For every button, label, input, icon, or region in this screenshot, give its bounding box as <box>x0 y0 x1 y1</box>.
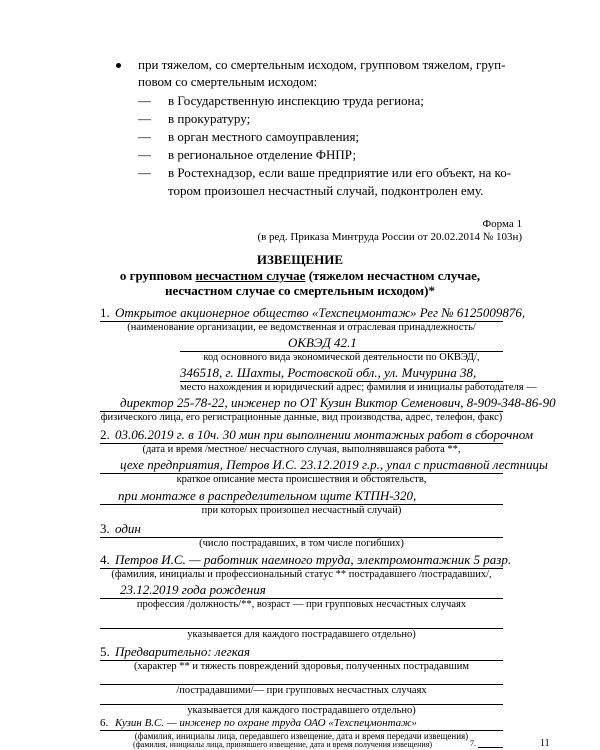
field-3-number: 3. <box>100 521 110 536</box>
field-2-mount: при монтаже в распределительном щите КТПН-320, <box>118 488 417 503</box>
bullet-line-1: при тяжелом, со смертельным исходом, групповом тяжелом, груп- <box>138 57 506 72</box>
field-7-caption: (фамилия, инициалы лица, принявшего извещение, дата и время получения извещения) <box>132 740 433 749</box>
field-6-value: Кузин В.С. — инженер по охране труда ОАО «Техспецмонтаж» <box>115 717 417 729</box>
field-2-mount-caption: при которых произошел несчастный случай) <box>201 505 402 516</box>
edition-note: (в ред. Приказа Минтруда России от 20.02.2014 № 103н) <box>257 231 522 243</box>
field-1-director-caption: физического лица, его регистрационные данные, вид производства, адрес, телефон, факс) <box>100 412 503 423</box>
dash-item-5: в Ростехнадзор, если ваше предприятие или его объект, на ко- <box>168 165 512 180</box>
field-5-value: Предварительно: легкая <box>115 644 251 659</box>
dash-icon: — <box>138 147 151 162</box>
field-1-okved: ОКВЭД 42.1 <box>288 335 357 350</box>
field-1-caption: (наименование организации, ее ведомственная и отраслевая принадлежность/ <box>127 322 476 333</box>
dash-item-3: в орган местного самоуправления; <box>168 129 360 144</box>
field-1-address: 346518, г. Шахты, Ростовской обл., ул. Мичурина 38, <box>180 365 477 380</box>
dash-icon: — <box>138 111 151 126</box>
field-3-caption: (число пострадавших, в том числе погибших) <box>199 538 404 549</box>
dash-icon: — <box>138 129 151 144</box>
field-2-value: 03.06.2019 г. в 10ч. 30 мин при выполнении монтажных работ в сборочном <box>115 427 534 442</box>
field-2-caption: (дата и время /местное/ несчастного случая, выполнявшаяся работа **, <box>142 444 461 455</box>
bullet-line-2: повом со смертельным исходом: <box>138 74 318 89</box>
dash-item-1: в Государственную инспекцию труда региона; <box>168 93 424 108</box>
field-4-number: 4. <box>100 552 110 567</box>
field-2-place-caption: краткое описание места происшествия и обстоятельств, <box>176 474 427 485</box>
dash-item-2: в прокуратуру; <box>168 111 251 126</box>
field-5-caption: (характер ** и тяжесть повреждений здоровья, полученных пострадавшим <box>133 661 470 672</box>
form-subtitle-line2: несчастном случае со смертельным исходом)* <box>165 283 435 298</box>
subtitle-prefix: о групповом <box>119 268 196 283</box>
field-5-caption-2: /пострадавшими/— при групповых несчастных случаях <box>176 685 427 696</box>
page-number: 11 <box>540 738 550 749</box>
dash-item-4: в региональное отделение ФНПР; <box>168 147 357 162</box>
field-4-each-caption: указывается для каждого пострадавшего отдельно) <box>187 629 416 640</box>
field-5-number: 5. <box>100 644 110 659</box>
field-2-number: 2. <box>100 427 110 442</box>
form-number: Форма 1 <box>482 218 522 230</box>
dash-icon: — <box>138 93 151 108</box>
field-6-number: 6. <box>100 717 109 729</box>
field-7-line <box>478 747 503 748</box>
field-1-address-caption: место нахождения и юридический адрес; фамилия и инициалы работодателя — <box>180 382 537 393</box>
field-1-number: 1. <box>100 305 110 320</box>
form-title: ИЗВЕЩЕНИЕ <box>256 252 344 267</box>
field-7-number: 7. <box>470 739 476 748</box>
field-2-place: цехе предприятия, Петров И.С. 23.12.2019 г.р., упал с приставной лестницы <box>120 457 548 472</box>
dash-item-5-cont: тором произошел несчастный случай, подконтролен ему. <box>168 183 484 198</box>
field-6-caption: (фамилия, инициалы лица, передавшего извещение, дата и время передачи извещения) <box>134 731 469 741</box>
field-4-caption: (фамилия, инициалы и профессиональный статус ** пострадавшего /пострадавших/, <box>111 569 492 580</box>
bullet-icon <box>116 63 121 68</box>
form-subtitle <box>0 268 600 284</box>
field-4-birth-caption: профессия /должность/**, возраст — при групповых несчастных случаях <box>136 599 467 610</box>
field-4-value: Петров И.С. — работник наемного труда, электромонтажник 5 разр. <box>115 552 512 567</box>
field-1-value: Открытое акционерное общество «Техспецмонтаж» Рег № 6125009876, <box>115 305 526 320</box>
field-1-okved-caption: код основного вида экономической деятельности по ОКВЭД/, <box>203 352 480 363</box>
field-4-birth: 23.12.2019 года рождения <box>120 582 266 597</box>
field-1-director: директор 25-78-22, инженер по ОТ Кузин Виктор Семенович, 8-909-348-86-90 <box>120 395 556 410</box>
field-5-each-caption: указывается для каждого пострадавшего отдельно) <box>187 705 416 716</box>
dash-icon: — <box>138 165 151 180</box>
subtitle-suffix: (тяжелом несчастном случае, <box>305 268 481 283</box>
field-3-value: один <box>115 521 141 536</box>
subtitle-underlined: несчастном случае <box>195 268 306 283</box>
